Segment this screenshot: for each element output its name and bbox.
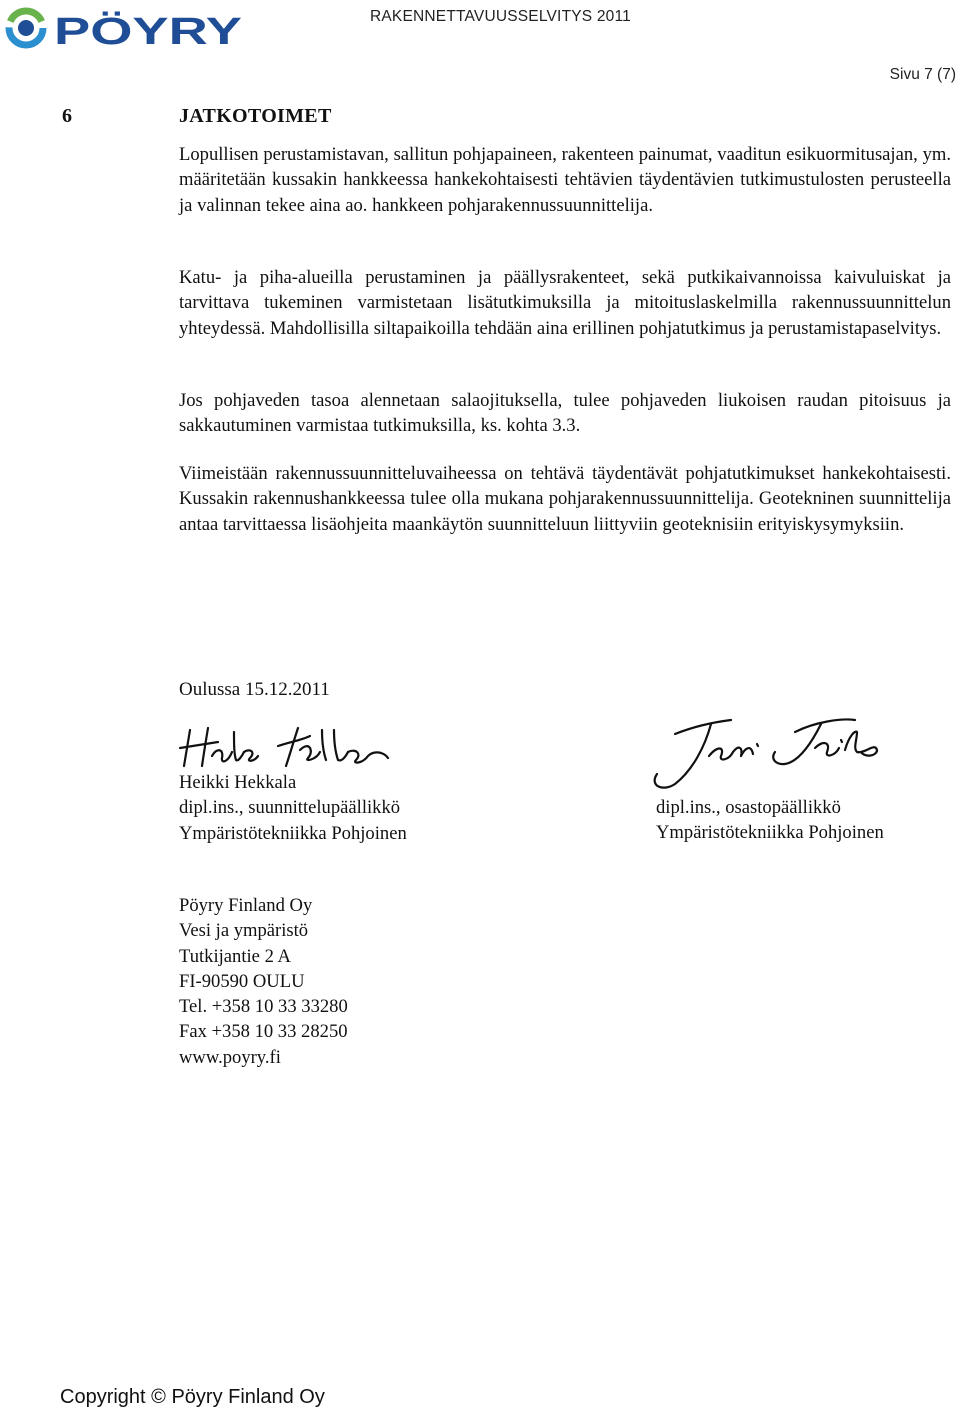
signer-title: dipl.ins., osastopäällikkö [656, 797, 841, 818]
signer-left [179, 770, 407, 846]
page-number: Sivu 7 (7) [889, 66, 956, 83]
company-fax: Fax +358 10 33 28250 [179, 1021, 348, 1043]
section-number: 6 [62, 105, 72, 127]
signer-unit: Ympäristötekniikka Pohjoinen [656, 822, 884, 844]
paragraph: Viimeistään rakennussuunnitteluvaiheessa on tehtävä täydentävät pohjatutkimukset hankekohtaisesti. Kussakin rakennushankkeessa tulee olla mukana pohjarakennussuunnittelija. Geotekninen suunnittelija antaa tarvittaessa lisäohjeita maankäytön suunnitteluun liittyviin geoteknisiin erityiskysymyksiin. [179, 463, 951, 535]
copyright-footer: Copyright © Pöyry Finland Oy [60, 1386, 325, 1408]
paragraph: Lopullisen perustamistavan, sallitun pohjapaineen, rakenteen painumat, vaaditun esikuormitusajan, ym. määritetään kussakin hankkeessa hankekohtaisesti tehtävien täydentävien tutkimustulosten perusteella ja valinnan tekee aina ao. hankkeen pohjarakennussuunnittelija. [179, 144, 951, 216]
signature-left [178, 722, 398, 777]
company-phone: Tel. +358 10 33 33280 [179, 996, 348, 1018]
place-and-date: Oulussa 15.12.2011 [179, 679, 330, 700]
company-street: Tutkijantie 2 A [179, 945, 291, 967]
signer-name: Heikki Hekkala [179, 772, 297, 793]
company-department: Vesi ja ympäristö [179, 920, 309, 942]
company-postal: FI-90590 OULU [179, 970, 305, 992]
company-address [179, 893, 348, 1070]
signer-unit: Ympäristötekniikka Pohjoinen [179, 822, 407, 844]
poyry-logo [4, 5, 244, 51]
company-name: Pöyry Finland Oy [179, 895, 313, 916]
section-title: JATKOTOIMET [179, 105, 332, 127]
company-website: www.poyry.fi [179, 1046, 281, 1068]
signer-right [656, 795, 884, 846]
paragraph: Katu- ja piha-alueilla perustaminen ja päällysrakenteet, sekä putkikaivannoissa kaivuluiskat ja tarvittava tukeminen varmistetaan lisätutkimuksilla ja mitoituslaskelmilla rakennussuunnittelun yhteydessä. Mahdollisilla siltapaikoilla tehdään aina erillinen pohjatutkimus ja perustamistapaselvitys. [179, 267, 951, 339]
document-title: RAKENNETTAVUUSSELVITYS 2011 [370, 8, 631, 25]
signer-title: dipl.ins., suunnittelupäällikkö [179, 797, 401, 819]
paragraph: Jos pohjaveden tasoa alennetaan salaojituksella, tulee pohjaveden liukoisen raudan pitoisuus ja sakkautuminen varmistaa tutkimuksilla, ks. kohta 3.3. [179, 390, 951, 437]
signature-right [645, 712, 885, 802]
logo-wordmark: PÖYRY [54, 11, 186, 51]
